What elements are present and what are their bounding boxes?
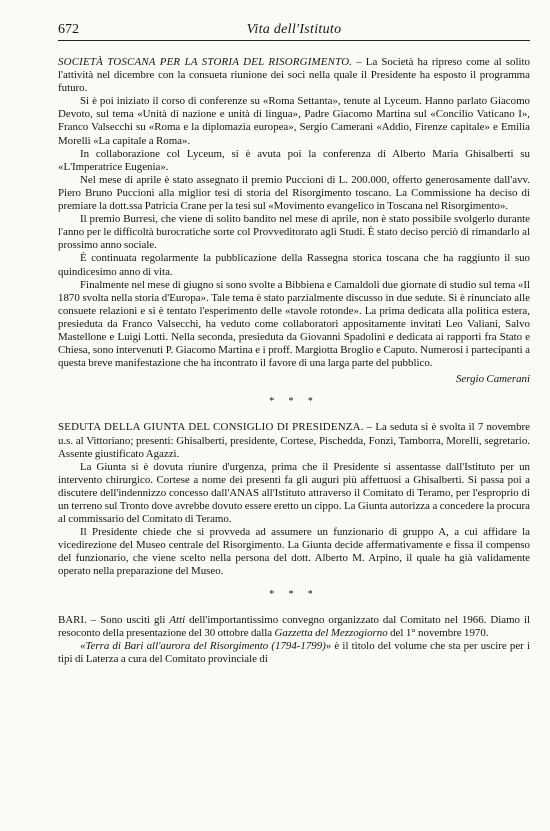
section-1-paragraph-4: Nel mese di aprile è stato assegnato il premio Puccioni di L. 200.000, offerto generosamente dall'avv. Piero Bruno Puccioni alla miglior tesi di storia del Risorgimento toscano. La Commissione ha deciso di premiare la dott.ssa Patricia Crane per la tesi sul «Movimento evangelico in Toscana nel Risorgimento». [58,173,530,213]
section-separator-2: * * * [269,588,319,600]
section-2-paragraph-3: Il Presidente chiede che si provveda ad assumere un funzionario di gruppo A, a cui affidare la vicedirezione del Museo centrale del Risorgimento. La Giunta decide affermativamente e fissa il compenso del funzionario, che viene scelto nella persona del dott. Alberto M. Arpino, il quale ha già validamente operato nella preparazione del Museo. [58,526,530,578]
section-3-paragraph-2: «Terra di Bari all'aurora del Risorgimento (1794-1799)» è il titolo del volume che sta per uscire per i tipi di Laterza a cura del Comitato provinciale di [58,639,530,665]
section-1-paragraph-5: Il premio Burresi, che viene di solito bandito nel mese di aprile, non è stato possibile svolgerlo durante l'anno per le difficoltà burocratiche sorte col Provveditorato agli Studi. È stato deciso perciò di rimandarlo al prossimo anno sociale. [58,213,530,252]
section-1-paragraph-1: SOCIETÀ TOSCANA PER LA STORIA DEL RISORGIMENTO. – La Società ha ripreso come al solito l'attività nel dicembre con la consueta riunione dei soci nella quale il Presidente ha esposto il programma futuro. [58,56,530,95]
section-2-paragraph-2: La Giunta si è dovuta riunire d'urgenza, prima che il Presidente si assentasse dall'Istituto per un intervento chirurgico. Cortese a nome dei presenti fa gli auguri più affettuosi a Ghisalberti. Si passa poi a discutere dell'indennizzo concesso dall'ANAS all'Istituto attraverso il Comitato di Teramo, per l'esproprio di un terreno sul Tronto dove avrebbe dovuto essere eretto un cippo. La Giunta autorizza a concedere la procura al commissario del Comitato di Teramo. [58,460,530,526]
section-1-paragraph-6: È continuata regolarmente la pubblicazione della Rassegna storica toscana che ha raggiunto il suo quindicesimo anno di vita. [58,252,530,278]
section-3-paragraph-1: BARI. – Sono usciti gli Atti dell'importantissimo convegno organizzato dal Comitato nel 1966. Diamo il resoconto della presentazione del 30 ottobre dalla Gazzetta del Mezzogiorno del 1° novembre 1970. [58,613,530,639]
section-separator: * * * [269,396,319,408]
article-body [58,56,530,666]
section-2-paragraph-1: SEDUTA DELLA GIUNTA DEL CONSIGLIO DI PRESIDENZA. – La seduta si è svolta il 7 novembre u.s. al Vittoriano; presenti: Ghisalberti, presidente, Cortese, Pischedda, Fonzi, Tamborra, Morelli, segretario. Assente giustificato Agazzi. [58,421,530,460]
section-3-title: BARI. [58,613,87,626]
signature: Sergio Camerani [455,373,530,386]
section-1-title: SOCIETÀ TOSCANA PER LA STORIA DEL RISORGIMENTO. [58,56,353,68]
running-header [58,22,530,41]
section-2-title: SEDUTA DELLA GIUNTA DEL CONSIGLIO DI PRESIDENZA. [58,421,364,434]
section-1-paragraph-2: Si è poi iniziato il corso di conferenze su «Roma Settanta», tenute al Lyceum. Hanno parlato Giacomo Devoto, sul tema «Unità di nazione e unità di lingua», Padre Giacomo Martina sul «Concilio Vaticano I», Franco Valsecchi su «Roma e la diplomazia europea», Sergio Camerani «Addio, Firenze capitale» e Emilia Morelli «La capitale a Roma». [58,95,530,147]
section-1-paragraph-7: Finalmente nel mese di giugno si sono svolte a Bibbiena e Camaldoli due giornate di studio sul tema «Il 1870 svolta nella storia d'Europa». Tale tema è stato parzialmente discusso in due sedute. Si è rinunciato alle consuete relazioni e si è tentato l'esperimento delle «tavole rotonde». La prima dedicata alla politica estera, presieduta da Franco Valsecchi, ha veduto come collaboratori appositamente invitati Leo Valiani, Salvo Mastellone e Luigi Lotti. Nella seconda, presieduta da Giovanni Spadolini e dedicata ai rapporti fra Stato e Chiesa, sono intervenuti P. Giacomo Martina e i proff. Margiotta Broglio e Caputo. Numerosi i partecipanti a questa breve manifestazione che ha incontrato il favore di una larga parte del pubblico. [58,278,530,370]
page-number: 672 [58,22,79,37]
running-title: Vita dell'Istituto [246,22,342,37]
section-1-paragraph-3: In collaborazione col Lyceum, si è avuta poi la conferenza di Alberto Maria Ghisalberti su «L'Imperatrice Eugenia». [58,147,530,173]
